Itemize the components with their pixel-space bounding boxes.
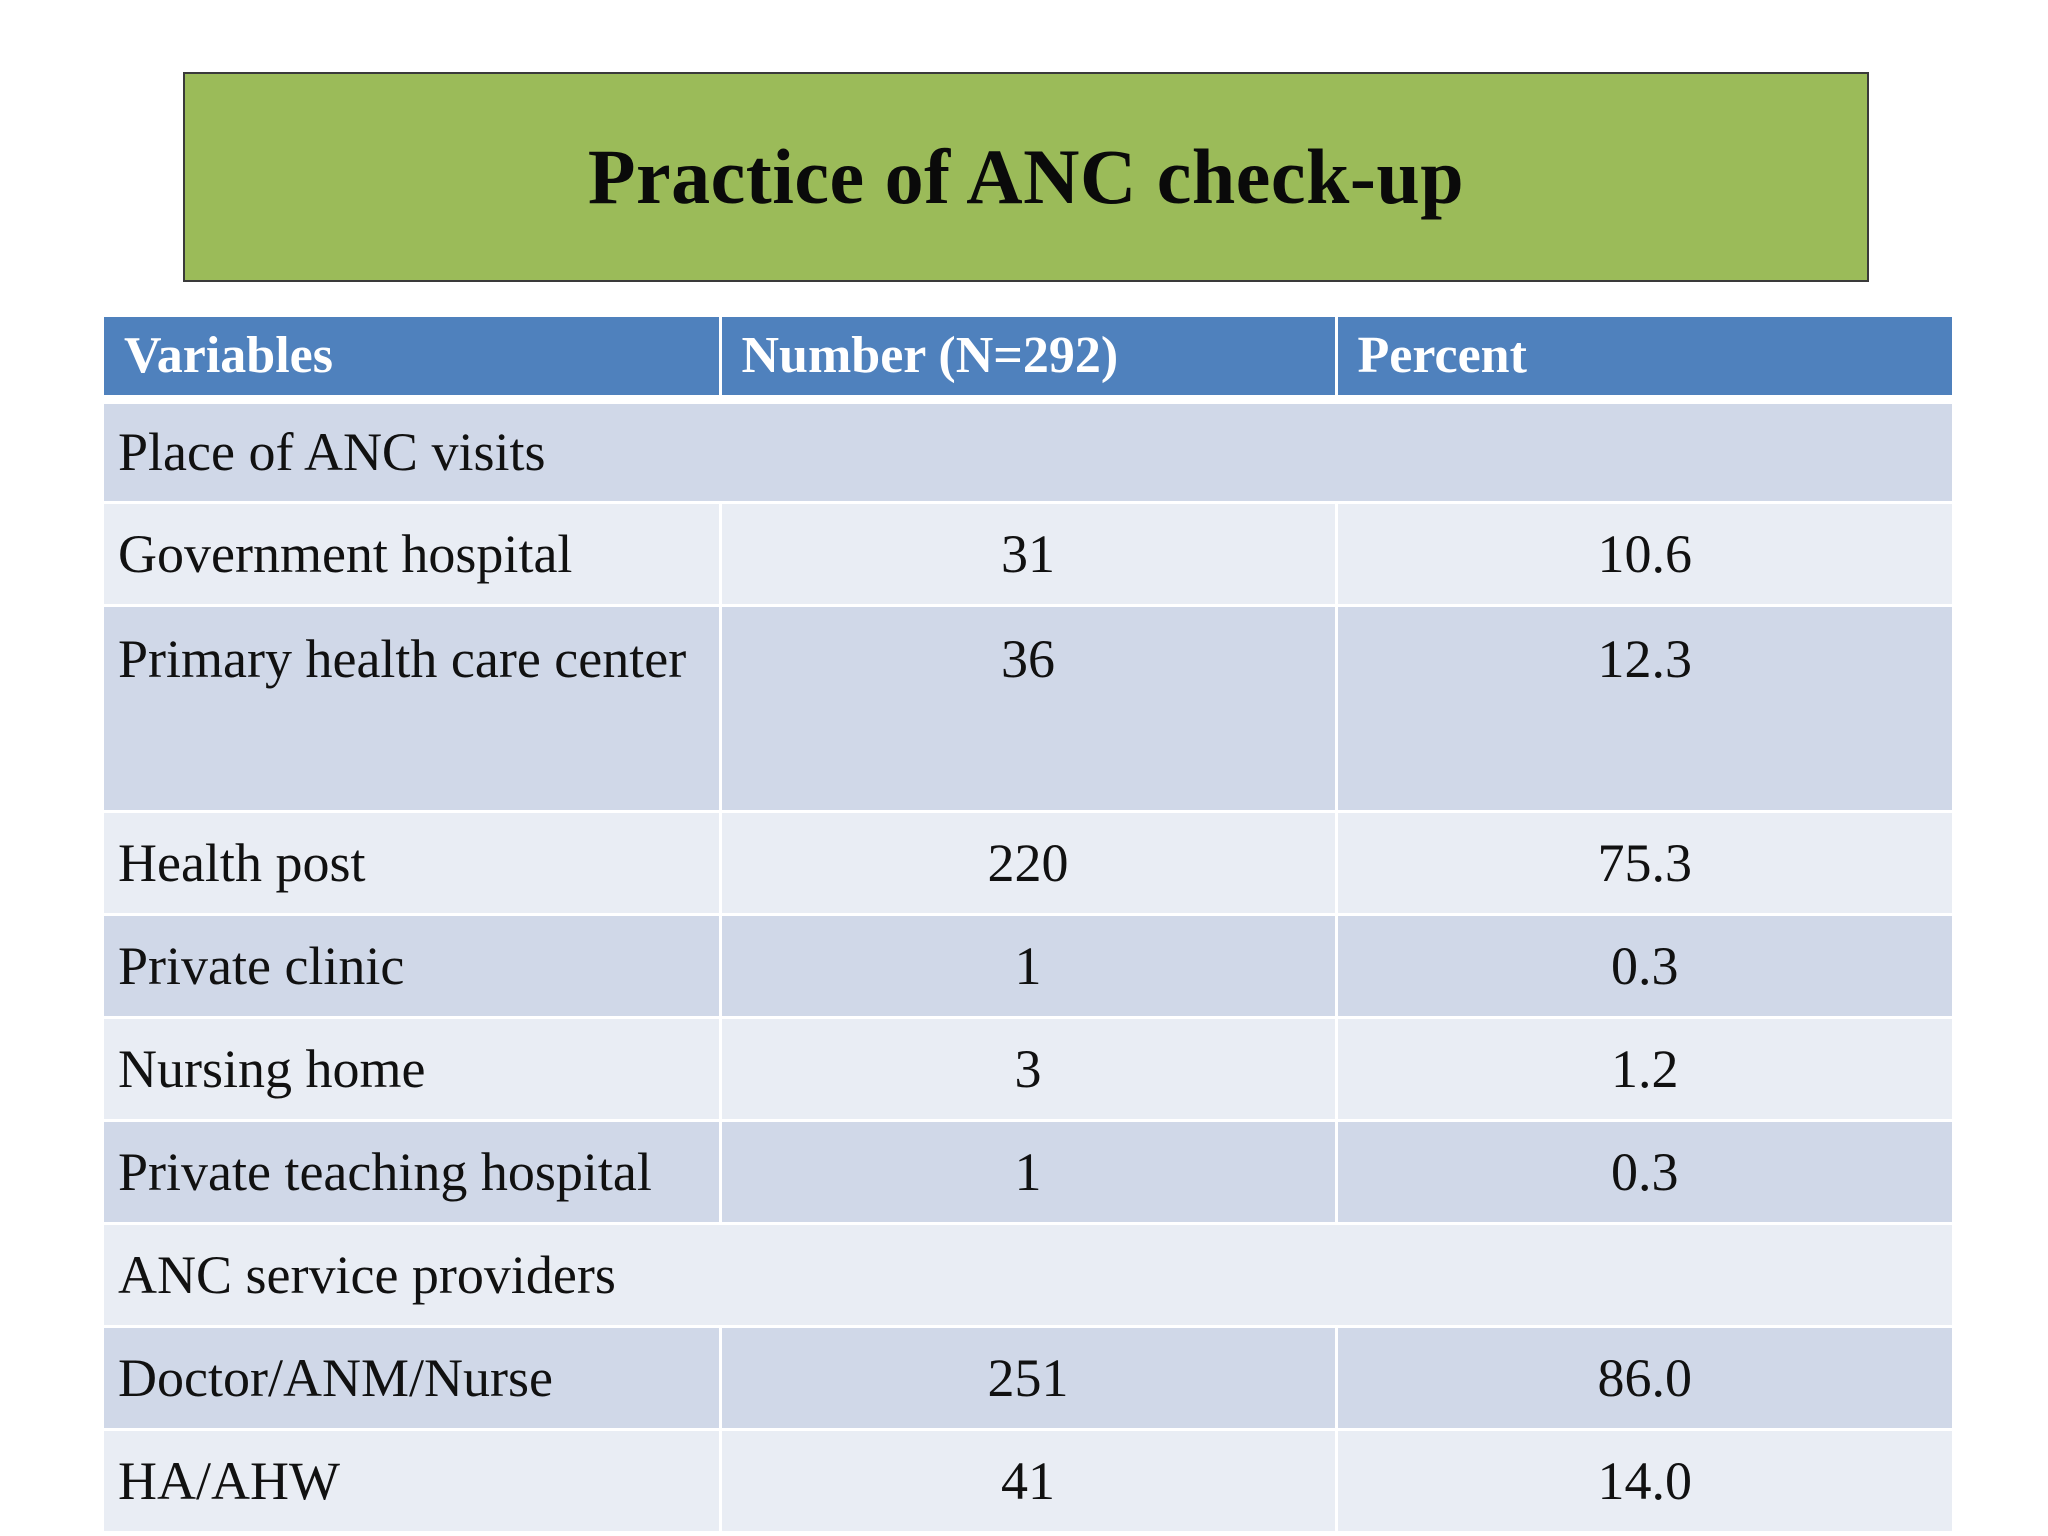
table-header-row xyxy=(104,317,1952,399)
cell-number: 1 xyxy=(720,914,1336,1017)
table-row xyxy=(104,1326,1952,1429)
slide-title: Practice of ANC check-up xyxy=(587,133,1465,220)
cell-variable: Primary health care center xyxy=(104,605,720,811)
table-row xyxy=(104,502,1952,605)
table-row xyxy=(104,1017,1952,1120)
cell-number: 41 xyxy=(720,1429,1336,1532)
cell-number: 251 xyxy=(720,1326,1336,1429)
table-row xyxy=(104,811,1952,914)
section-label: ANC service providers xyxy=(104,1223,1952,1326)
header-variables: Variables xyxy=(104,317,720,399)
section-label: Place of ANC visits xyxy=(104,399,1952,502)
table-row xyxy=(104,1120,1952,1223)
header-percent: Percent xyxy=(1336,317,1952,399)
cell-percent: 0.3 xyxy=(1336,914,1952,1017)
table-row-section xyxy=(104,1223,1952,1326)
header-number: Number (N=292) xyxy=(720,317,1336,399)
table-row xyxy=(104,914,1952,1017)
cell-number: 31 xyxy=(720,502,1336,605)
cell-percent: 1.2 xyxy=(1336,1017,1952,1120)
cell-number: 36 xyxy=(720,605,1336,811)
table-row xyxy=(104,1429,1952,1532)
cell-percent: 0.3 xyxy=(1336,1120,1952,1223)
table-row-section xyxy=(104,399,1952,502)
cell-percent: 12.3 xyxy=(1336,605,1952,811)
cell-number: 220 xyxy=(720,811,1336,914)
table-row xyxy=(104,605,1952,811)
cell-variable: HA/AHW xyxy=(104,1429,720,1532)
cell-variable: Private teaching hospital xyxy=(104,1120,720,1223)
cell-percent: 86.0 xyxy=(1336,1326,1952,1429)
cell-variable: Government hospital xyxy=(104,502,720,605)
cell-variable: Private clinic xyxy=(104,914,720,1017)
cell-number: 1 xyxy=(720,1120,1336,1223)
slide-title-box xyxy=(183,72,1869,282)
cell-percent: 10.6 xyxy=(1336,502,1952,605)
cell-variable: Health post xyxy=(104,811,720,914)
anc-data-table xyxy=(104,317,1952,1534)
cell-variable: Doctor/ANM/Nurse xyxy=(104,1326,720,1429)
cell-number: 3 xyxy=(720,1017,1336,1120)
cell-percent: 14.0 xyxy=(1336,1429,1952,1532)
cell-percent: 75.3 xyxy=(1336,811,1952,914)
cell-variable: Nursing home xyxy=(104,1017,720,1120)
